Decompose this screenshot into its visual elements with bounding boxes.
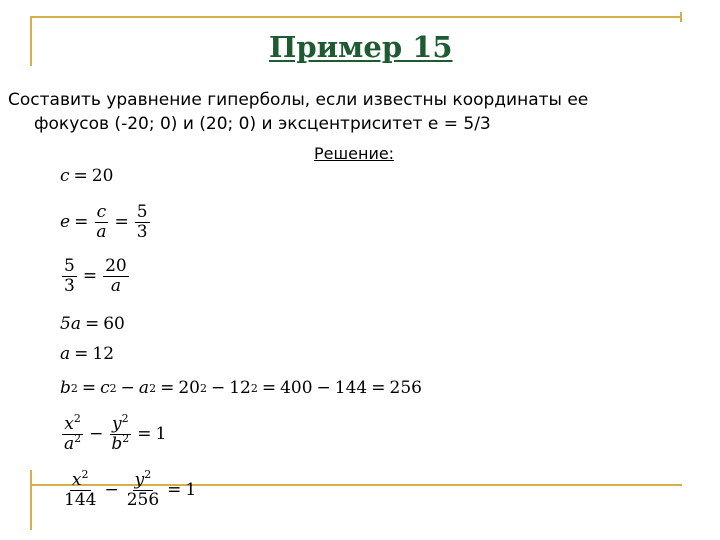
eq1-lhs: c bbox=[60, 166, 70, 186]
equation-b-squared: b 2 = c 2 − a 2 = 20 2 − 12 2 = 400 − 144 = 256 bbox=[60, 378, 422, 398]
solution-label: Решение: bbox=[314, 144, 395, 163]
eq5-lhs: a bbox=[60, 344, 71, 364]
eq8-fraction-x: $\frac{x^2}{144}$ bbox=[64, 468, 97, 510]
eq1-rhs: 20 bbox=[91, 166, 114, 186]
frame-right-tick bbox=[680, 12, 682, 22]
equation-proportion: $\frac{5}{3}$ = $\frac{20}{a}$ bbox=[64, 256, 127, 296]
frame-top-line bbox=[30, 16, 682, 18]
equation-hyperbola-final: $\frac{x^2}{144}$ − $\frac{y^2}{256}$ = 1 bbox=[64, 468, 197, 510]
eq2-fraction-c-over-a: $\frac{c}{a}$ bbox=[96, 202, 107, 242]
equation-eccentricity: e = $\frac{c}{a}$ = $\frac{5}{3}$ bbox=[60, 202, 148, 242]
eq5-rhs: 12 bbox=[92, 344, 115, 364]
problem-line-1: Составить уравнение гиперболы, если известны координаты ее bbox=[8, 90, 589, 110]
eq7-fraction-x: $\frac{x^2}{a^2}$ bbox=[64, 412, 82, 454]
equation-hyperbola-general: $\frac{x^2}{a^2}$ − $\frac{y^2}{b^2}$ = 1 bbox=[64, 412, 167, 454]
eq3-fraction-20-over-a: $\frac{20}{a}$ bbox=[105, 256, 127, 296]
equation-a-value: a = 12 bbox=[60, 344, 115, 364]
eq3-fraction-5-over-3: $\frac{5}{3}$ bbox=[64, 256, 75, 296]
frame-bottom-left-line bbox=[30, 470, 32, 530]
eq4-rhs: 60 bbox=[103, 314, 125, 334]
equation-focus-distance: c = 20 bbox=[60, 166, 114, 186]
eq2-lhs: e bbox=[60, 212, 71, 232]
eq8-fraction-y: $\frac{y^2}{256}$ bbox=[126, 468, 160, 510]
eq4-lhs: 5a bbox=[60, 314, 81, 334]
eq2-fraction-5-over-3: $\frac{5}{3}$ bbox=[136, 202, 148, 242]
slide-title: Пример 15 bbox=[269, 30, 453, 64]
equation-5a: 5a = 60 bbox=[60, 314, 125, 334]
problem-line-2: фокусов (-20; 0) и (20; 0) и эксцентриситет е = 5/3 bbox=[34, 114, 491, 134]
problem-statement bbox=[8, 88, 708, 136]
eq7-fraction-y: $\frac{y^2}{b^2}$ bbox=[111, 412, 130, 454]
eq6-result: 256 bbox=[389, 378, 422, 398]
frame-left-line bbox=[30, 16, 32, 66]
